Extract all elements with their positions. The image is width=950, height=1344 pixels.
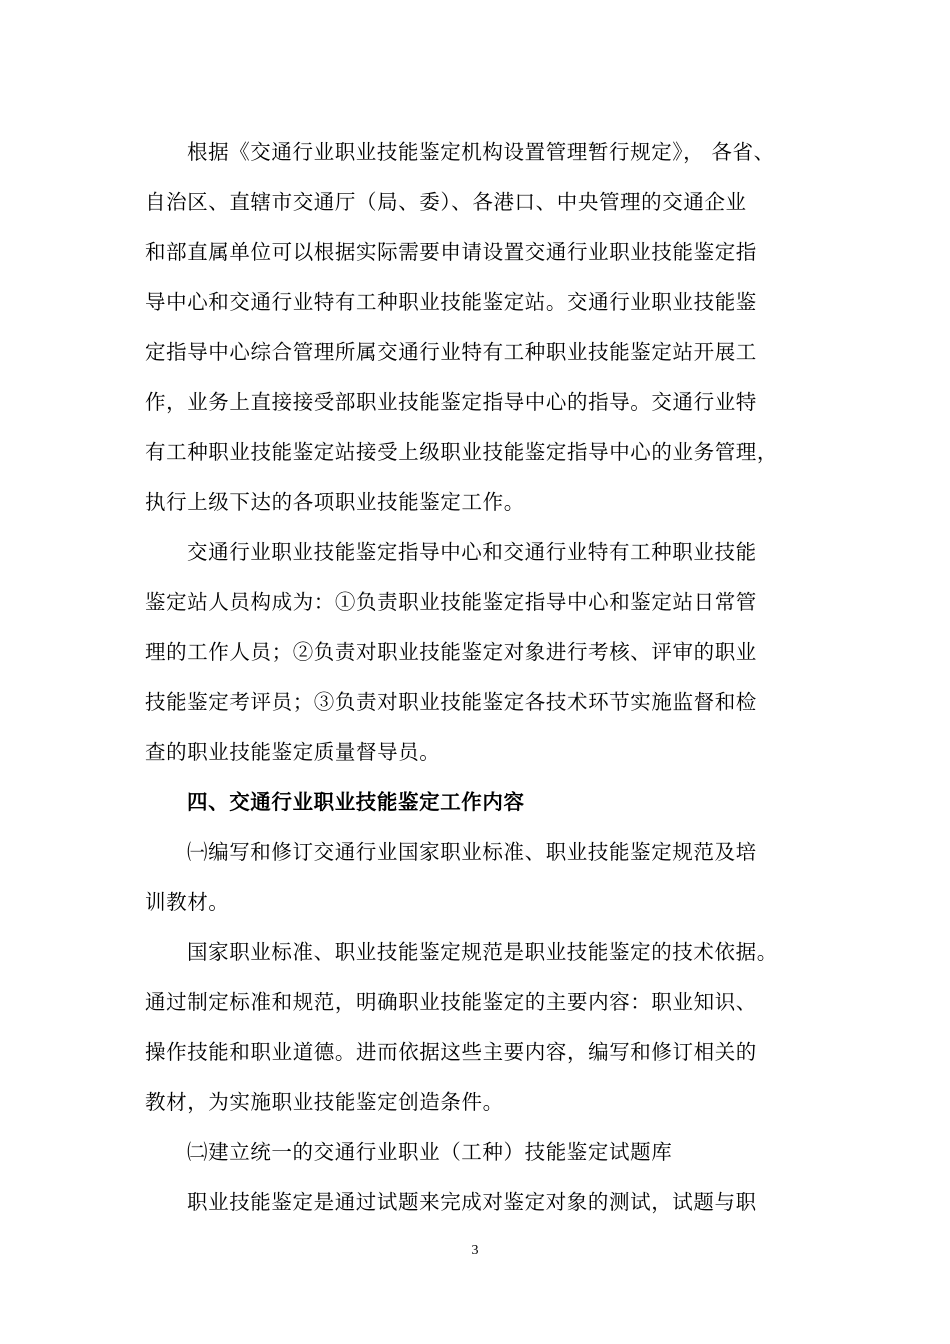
paragraph-line: 自治区、直辖市交通厅（局、委）、各港口、中央管理的交通企业	[145, 190, 747, 214]
paragraph-line: 交通行业职业技能鉴定指导中心和交通行业特有工种职业技能	[187, 540, 757, 564]
paragraph-line: 定指导中心综合管理所属交通行业特有工种职业技能鉴定站开展工	[145, 340, 757, 364]
paragraph-line: 根据《交通行业职业技能鉴定机构设置管理暂行规定》， 各省、	[187, 140, 775, 164]
paragraph-line: 鉴定站人员构成为：①负责职业技能鉴定指导中心和鉴定站日常管	[145, 590, 757, 614]
paragraph-line: 国家职业标准、职业技能鉴定规范是职业技能鉴定的技术依据。	[187, 940, 778, 964]
paragraph-line: 技能鉴定考评员；③负责对职业技能鉴定各技术环节实施监督和检	[145, 690, 757, 714]
subsection-heading: ㈠编写和修订交通行业国家职业标准、职业技能鉴定规范及培	[187, 840, 757, 864]
paragraph-line: 查的职业技能鉴定质量督导员。	[145, 740, 441, 764]
paragraph-line: 和部直属单位可以根据实际需要申请设置交通行业职业技能鉴定指	[145, 240, 757, 264]
paragraph-line: 职业技能鉴定是通过试题来完成对鉴定对象的测试，试题与职	[187, 1190, 757, 1214]
paragraph-line: 训教材。	[145, 890, 230, 914]
paragraph-line: 通过制定标准和规范，明确职业技能鉴定的主要内容：职业知识、	[145, 990, 757, 1014]
page-number: 3	[471, 1243, 479, 1258]
paragraph-line: 教材，为实施职业技能鉴定创造条件。	[145, 1090, 504, 1114]
paragraph-line: 操作技能和职业道德。进而依据这些主要内容，编写和修订相关的	[145, 1040, 757, 1064]
section-heading: 四、交通行业职业技能鉴定工作内容	[187, 790, 525, 814]
paragraph-line: 有工种职业技能鉴定站接受上级职业技能鉴定指导中心的业务管理，	[145, 440, 778, 464]
paragraph-line: 作，业务上直接接受部职业技能鉴定指导中心的指导。交通行业特	[145, 390, 757, 414]
subsection-heading: ㈡建立统一的交通行业职业（工种）技能鉴定试题库	[187, 1140, 673, 1164]
paragraph-line: 执行上级下达的各项职业技能鉴定工作。	[145, 490, 525, 514]
paragraph-line: 导中心和交通行业特有工种职业技能鉴定站。交通行业职业技能鉴	[145, 290, 757, 314]
paragraph-line: 理的工作人员；②负责对职业技能鉴定对象进行考核、评审的职业	[145, 640, 757, 664]
